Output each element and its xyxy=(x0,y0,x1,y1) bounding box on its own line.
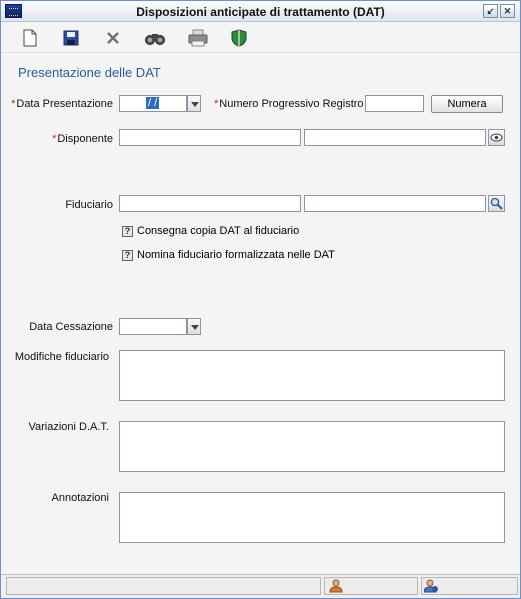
data-cessazione-dropdown[interactable] xyxy=(187,318,201,335)
disponente-lookup-button[interactable] xyxy=(488,129,505,146)
section-title: Presentazione delle DAT xyxy=(18,65,161,80)
numero-progressivo-label-text: Numero Progressivo Registro xyxy=(219,98,364,110)
disponente-field-1[interactable] xyxy=(119,129,301,146)
nomina-fiduciario-box[interactable]: ? xyxy=(122,250,133,261)
data-presentazione-field[interactable] xyxy=(119,95,187,112)
consegna-copia-label: Consegna copia DAT al fiduciario xyxy=(137,225,300,237)
nomina-fiduciario-label: Nomina fiduciario formalizzata nelle DAT xyxy=(137,249,335,261)
data-presentazione-label-text: Data Presentazione xyxy=(16,98,113,110)
status-bar xyxy=(1,574,520,598)
status-message-cell xyxy=(6,577,321,595)
user-icon xyxy=(329,579,343,593)
required-marker: * xyxy=(11,98,16,110)
required-marker: * xyxy=(52,133,57,145)
fiduciario-label: Fiduciario xyxy=(65,199,113,211)
toolbar xyxy=(1,23,520,53)
data-presentazione-value: / / xyxy=(148,97,158,109)
new-doc-icon[interactable] xyxy=(18,27,42,49)
disponente-label-text: Disponente xyxy=(57,133,113,145)
variazioni-dat-textarea[interactable] xyxy=(119,421,505,472)
shield-icon[interactable] xyxy=(227,27,251,49)
modifiche-fiduciario-textarea[interactable] xyxy=(119,350,505,401)
modifiche-fiduciario-label: Modifiche fiduciario xyxy=(14,351,109,363)
data-cessazione-field[interactable] xyxy=(119,318,187,335)
save-icon[interactable] xyxy=(59,27,83,49)
fiduciario-field-2[interactable] xyxy=(304,195,486,212)
disponente-field-2[interactable] xyxy=(304,129,486,146)
minimize-button[interactable]: ↙ xyxy=(483,4,498,18)
eye-icon xyxy=(490,133,503,142)
title-bar xyxy=(1,1,520,22)
consegna-copia-checkbox[interactable] xyxy=(122,224,299,238)
disponente-label xyxy=(1,133,113,145)
numero-progressivo-label xyxy=(214,98,364,110)
delete-icon[interactable] xyxy=(101,27,125,49)
data-cessazione-label: Data Cessazione xyxy=(29,321,113,333)
status-user-cell[interactable] xyxy=(324,577,418,595)
user-info-icon xyxy=(424,579,438,593)
annotazioni-label: Annotazioni xyxy=(51,492,109,504)
nomina-fiduciario-checkbox[interactable] xyxy=(122,248,335,262)
numero-progressivo-field[interactable] xyxy=(365,95,424,112)
annotazioni-textarea[interactable] xyxy=(119,492,505,543)
search-binoculars-icon[interactable] xyxy=(143,27,167,49)
consegna-copia-box[interactable]: ? xyxy=(122,226,133,237)
magnifier-icon xyxy=(490,197,503,210)
print-icon[interactable] xyxy=(186,27,210,49)
status-users-cell[interactable] xyxy=(421,577,518,595)
fiduciario-field-1[interactable] xyxy=(119,195,301,212)
window-title: Disposizioni anticipate di trattamento (DAT) xyxy=(136,5,385,19)
data-presentazione-label xyxy=(1,98,113,110)
numera-button[interactable]: Numera xyxy=(431,95,503,113)
fiduciario-search-button[interactable] xyxy=(488,195,505,212)
data-presentazione-dropdown[interactable] xyxy=(187,95,201,112)
required-marker: * xyxy=(214,98,219,110)
close-button[interactable]: ✕ xyxy=(500,4,515,18)
variazioni-dat-label: Variazioni D.A.T. xyxy=(28,421,109,433)
